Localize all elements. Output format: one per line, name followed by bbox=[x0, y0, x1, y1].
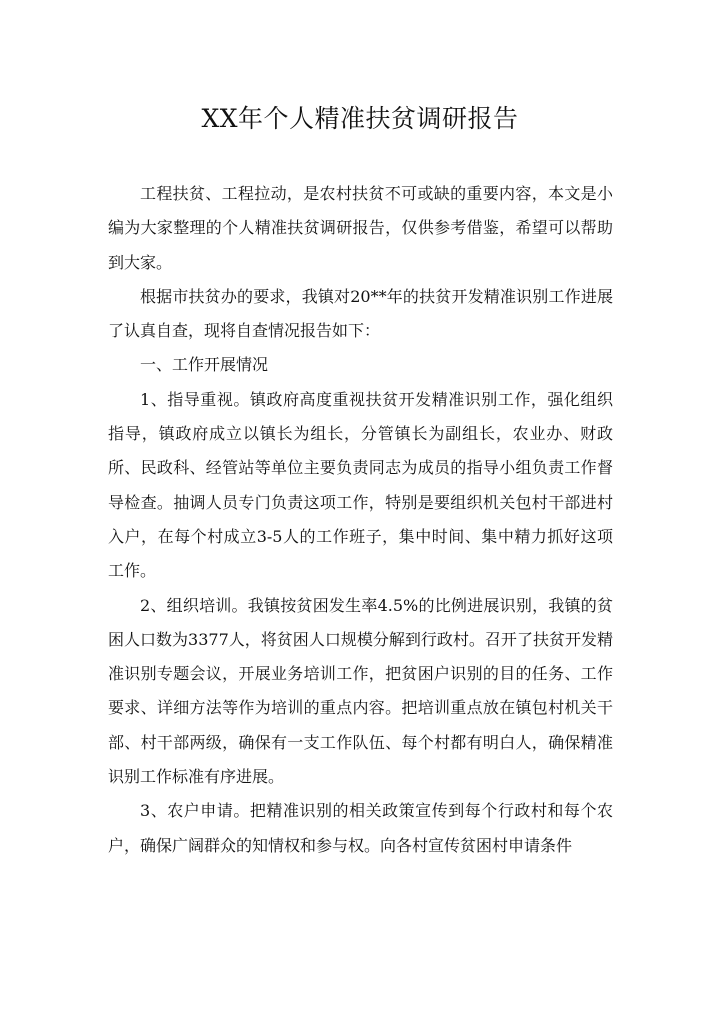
paragraph-item-2: 2、组织培训。我镇按贫困发生率4.5%的比例进展识别，我镇的贫困人口数为3377人，将贫困人口规模分解到行政村。召开了扶贫开发精准识别专题会议，开展业务培训工作，把贫困户识别的目的任务、工作要求、详细方法等作为培训的重点内容。把培训重点放在镇包村机关干部、村干部两级，确保有一支工作队伍、每个村都有明白人，确保精准识别工作标准有序进展。 bbox=[108, 595, 613, 787]
document-body bbox=[108, 177, 613, 863]
paragraph-item-3: 3、农户申请。把精准识别的相关政策宣传到每个行政村和每个农户，确保广阔群众的知情权和参与权。向各村宣传贫困村申请条件 bbox=[108, 801, 613, 855]
paragraph-intro: 工程扶贫、工程拉动，是农村扶贫不可或缺的重要内容，本文是小编为大家整理的个人精准扶贫调研报告，仅供参考借鉴，希望可以帮助到大家。 bbox=[108, 184, 613, 272]
paragraph-item-1: 1、指导重视。镇政府高度重视扶贫开发精准识别工作，强化组织指导，镇政府成立以镇长为组长，分管镇长为副组长，农业办、财政所、民政科、经管站等单位主要负责同志为成员的指导小组负责工作督导检查。抽调人员专门负责这项工作，特别是要组织机关包村干部进村入户，在每个村成立3-5人的工作班子，集中时间、集中精力抓好这项工作。 bbox=[108, 389, 613, 581]
paragraph-background: 根据市扶贫办的要求，我镇对20**年的扶贫开发精准识别工作进展了认真自查，现将自查情况报告如下： bbox=[108, 286, 613, 341]
document-title: XX年个人精准扶贫调研报告 bbox=[201, 103, 519, 133]
section-heading-work-status: 一、工作开展情况 bbox=[140, 355, 269, 375]
